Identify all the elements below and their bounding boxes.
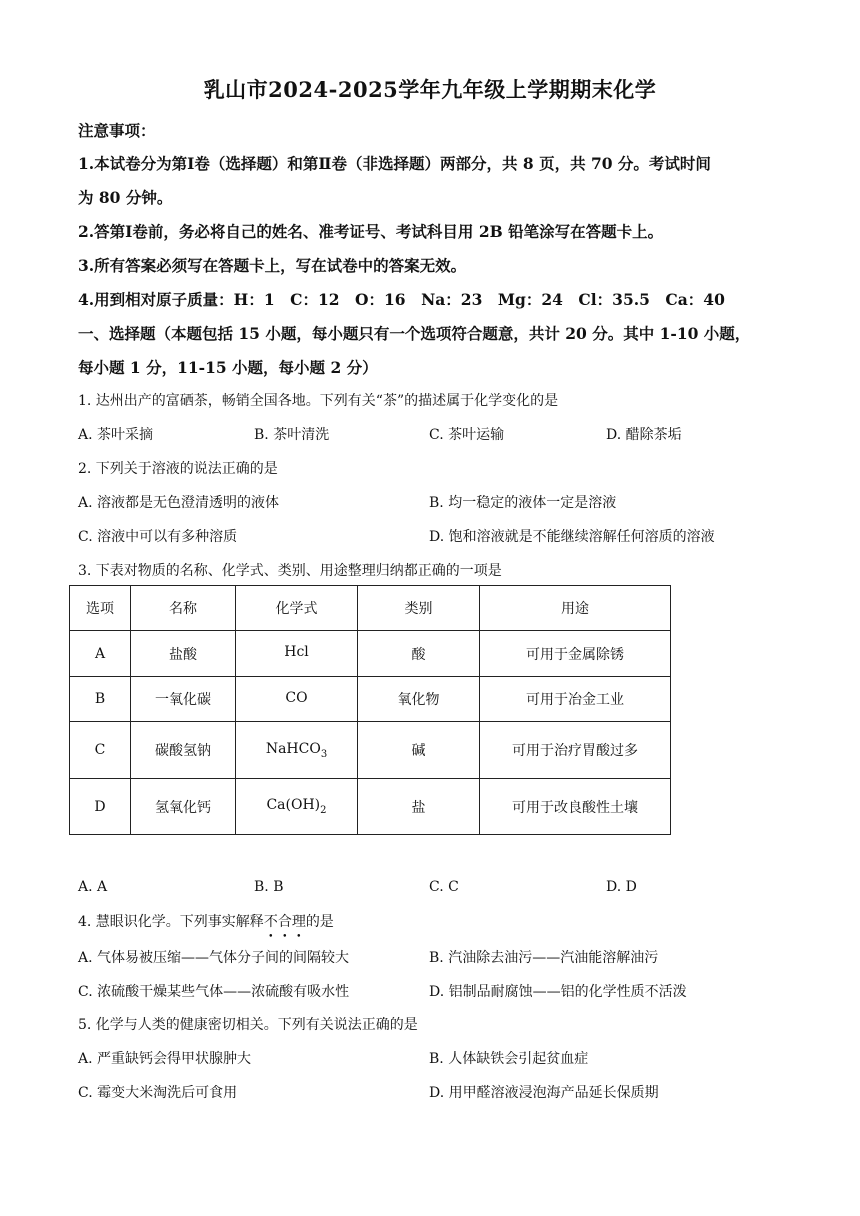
emphasized-char: 合 [277,914,292,930]
question-1-option-b: B. 茶叶清洗 [254,427,330,443]
table-cell-formula [236,677,358,722]
table-header-cell: 选项 [70,586,131,631]
question-5-stem: 5. 化学与人类的健康密切相关。下列有关说法正确的是 [78,1017,418,1033]
table-cell-option: D [70,779,131,835]
notice-heading: 注意事项： [78,121,156,140]
question-3-stem: 3. 下表对物质的名称、化学式、类别、用途整理归纳都正确的一项是 [78,563,502,579]
question-2-stem: 2. 下列关于溶液的说法正确的是 [78,461,278,477]
question-4-stem [78,911,334,931]
table-header-cell: 化学式 [236,586,358,631]
question-1-stem: 1. 达州出产的富硒茶，畅销全国各地。下列有关“茶”的描述属于化学变化的是 [78,393,559,409]
table-row [70,677,671,722]
table-cell-type: 氧化物 [358,677,480,722]
notice-item-1-line-1: 1.本试卷分为第Ⅰ卷（选择题）和第Ⅱ卷（非选择题）两部分，共 8 页，共 70 分。考试时间 [78,154,711,173]
notice-item-4: 4.用到相对原子质量：H：1 C：12 O：16 Na：23 Mg：24 Cl：35.5 Ca：40 [78,290,725,309]
table-header-cell: 类别 [358,586,480,631]
question-2-option-d: D. 饱和溶液就是不能继续溶解任何溶质的溶液 [429,529,715,545]
table-cell-use: 可用于改良酸性土壤 [480,779,671,835]
table-row [70,779,671,835]
table-cell-name: 盐酸 [131,631,236,677]
table-row [70,722,671,779]
question-3-option-a: A. A [78,879,108,895]
formula-text: NaHCO [265,740,321,757]
table-cell-name: 氢氧化钙 [131,779,236,835]
question-2-option-c: C. 溶液中可以有多种溶质 [78,529,238,545]
table-cell-option: A [70,631,131,677]
section-1-heading-line-2: 每小题 1 分，11-15 小题，每小题 2 分） [78,358,378,377]
question-4-option-b: B. 汽油除去油污——汽油能溶解油污 [429,950,659,966]
question-3-table [69,585,671,835]
section-1-heading-line-1: 一、选择题（本题包括 15 小题，每小题只有一个选项符合题意，共计 20 分。其中 1-10 小题， [78,324,751,343]
table-cell-use: 可用于金属除锈 [480,631,671,677]
question-4-option-c: C. 浓硫酸干燥某些气体——浓硫酸有吸水性 [78,984,350,1000]
table-cell-type: 碱 [358,722,480,779]
question-4-stem-suffix: 的是 [305,914,334,930]
table-cell-option: B [70,677,131,722]
table-cell-formula [236,722,358,779]
question-1-option-c: C. 茶叶运输 [429,427,505,443]
table-header-row [70,586,671,631]
notice-item-1-line-2: 为 80 分钟。 [78,188,173,207]
question-2-option-a: A. 溶液都是无色澄清透明的液体 [78,495,280,511]
question-5-option-c: C. 霉变大米淘洗后可食用 [78,1085,238,1101]
table-row [70,631,671,677]
formula-text: Ca(OH) [266,797,321,814]
question-4-stem-prefix: 4. 慧眼识化学。下列事实解释 [78,914,264,930]
question-1-option-d: D. 醋除茶垢 [606,427,682,443]
question-3-option-c: C. C [429,879,459,895]
table-header-cell: 用途 [480,586,671,631]
emphasized-char: 理 [291,914,306,930]
emphasized-char: 不 [263,914,278,930]
table-cell-option: C [70,722,131,779]
formula-text: CO [285,689,308,706]
question-3-option-d: D. D [606,879,637,895]
question-5-option-d: D. 用甲醛溶液浸泡海产品延长保质期 [429,1085,659,1101]
question-2-option-b: B. 均一稳定的液体一定是溶液 [429,495,617,511]
formula-text: Hcl [284,644,309,661]
exam-title: 乳山市2024-2025学年九年级上学期期末化学 [203,77,657,102]
question-3-option-b: B. B [254,879,284,895]
table-cell-formula [236,779,358,835]
table-cell-type: 酸 [358,631,480,677]
table-cell-name: 碳酸氢钠 [131,722,236,779]
table-cell-use: 可用于冶金工业 [480,677,671,722]
question-1-option-a: A. 茶叶采摘 [78,427,154,443]
table-header-cell: 名称 [131,586,236,631]
question-4-option-d: D. 铝制品耐腐蚀——铝的化学性质不活泼 [429,984,687,1000]
question-5-option-a: A. 严重缺钙会得甲状腺肿大 [78,1051,252,1067]
notice-item-3: 3.所有答案必须写在答题卡上，写在试卷中的答案无效。 [78,256,467,275]
formula-subscript: 3 [320,748,328,760]
table-cell-type: 盐 [358,779,480,835]
table-cell-formula [236,631,358,677]
table-cell-use: 可用于治疗胃酸过多 [480,722,671,779]
table-cell-name: 一氧化碳 [131,677,236,722]
question-5-option-b: B. 人体缺铁会引起贫血症 [429,1051,589,1067]
question-4-option-a: A. 气体易被压缩——气体分子间的间隔较大 [78,950,350,966]
formula-subscript: 2 [320,804,327,816]
notice-item-2: 2.答第Ⅰ卷前，务必将自己的姓名、准考证号、考试科目用 2B 铅笔涂写在答题卡上。 [78,222,664,241]
